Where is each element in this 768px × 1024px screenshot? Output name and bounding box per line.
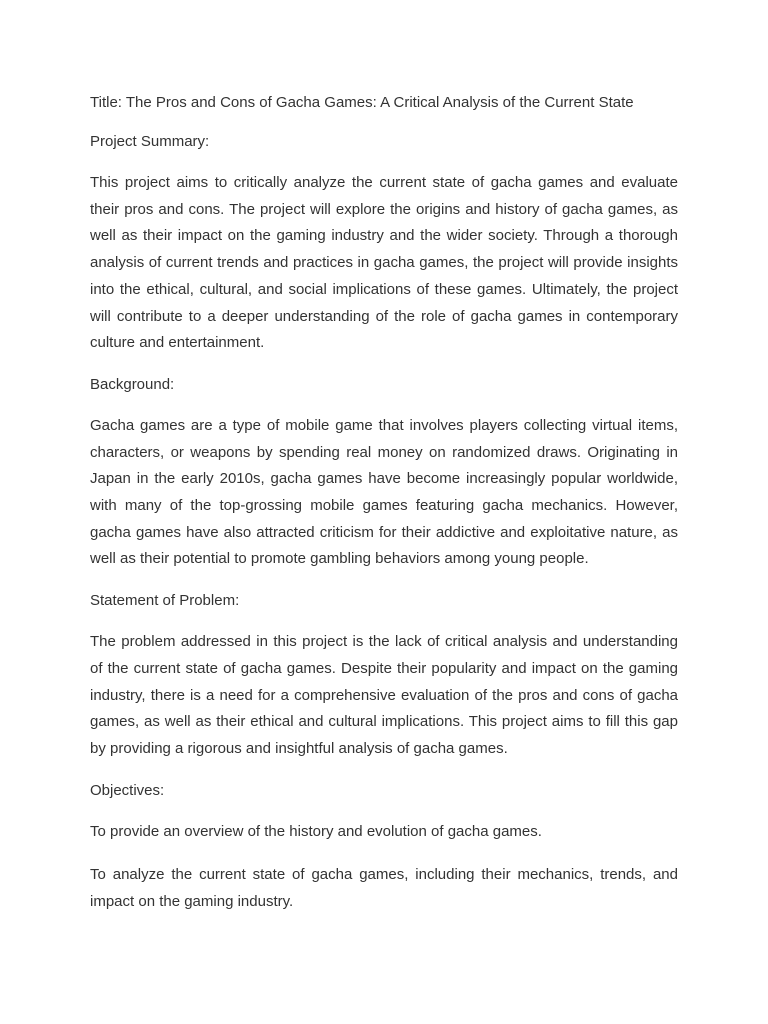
objectives-heading: Objectives: <box>90 781 165 799</box>
document-page <box>90 92 678 933</box>
objective-item: To analyze the current state of gacha games, including their mechanics, trends, and impact on the gaming industry. <box>90 866 678 911</box>
document-title: Title: The Pros and Cons of Gacha Games: A Critical Analysis of the Current State <box>90 94 634 111</box>
problem-heading: Statement of Problem: <box>90 592 240 610</box>
summary-heading: Project Summary: <box>90 133 210 150</box>
objective-item: To provide an overview of the history and evolution of gacha games. <box>90 822 542 840</box>
problem-paragraph: The problem addressed in this project is the lack of critical analysis and understanding of the current state of gacha games. Despite their popularity and impact on the gaming industry, there is a need for a comprehensive evaluation of the pros and cons of gacha games, as well as their ethical and cultural implications. This project aims to fill this gap by providing a rigorous and insightful analysis of gacha games. <box>90 633 678 757</box>
summary-paragraph: This project aims to critically analyze the current state of gacha games and evaluate their pros and cons. The project will explore the origins and history of gacha games, as well as their impact on the gaming industry and the wider society. Through a thorough analysis of current trends and practices in gacha games, the project will provide insights into the ethical, cultural, and social implications of these games. Ultimately, the project will contribute to a deeper understanding of the role of gacha games in contemporary culture and entertainment. <box>90 174 678 352</box>
background-heading: Background: <box>90 375 175 393</box>
background-paragraph: Gacha games are a type of mobile game that involves players collecting virtual items, characters, or weapons by spending real money on randomized draws. Originating in Japan in the early 2010s, gacha games have become increasingly popular worldwide, with many of the top-grossing mobile games featuring gacha mechanics. However, gacha games have also attracted criticism for their addictive and exploitative nature, as well as their potential to promote gambling behaviors among young people. <box>90 416 678 568</box>
